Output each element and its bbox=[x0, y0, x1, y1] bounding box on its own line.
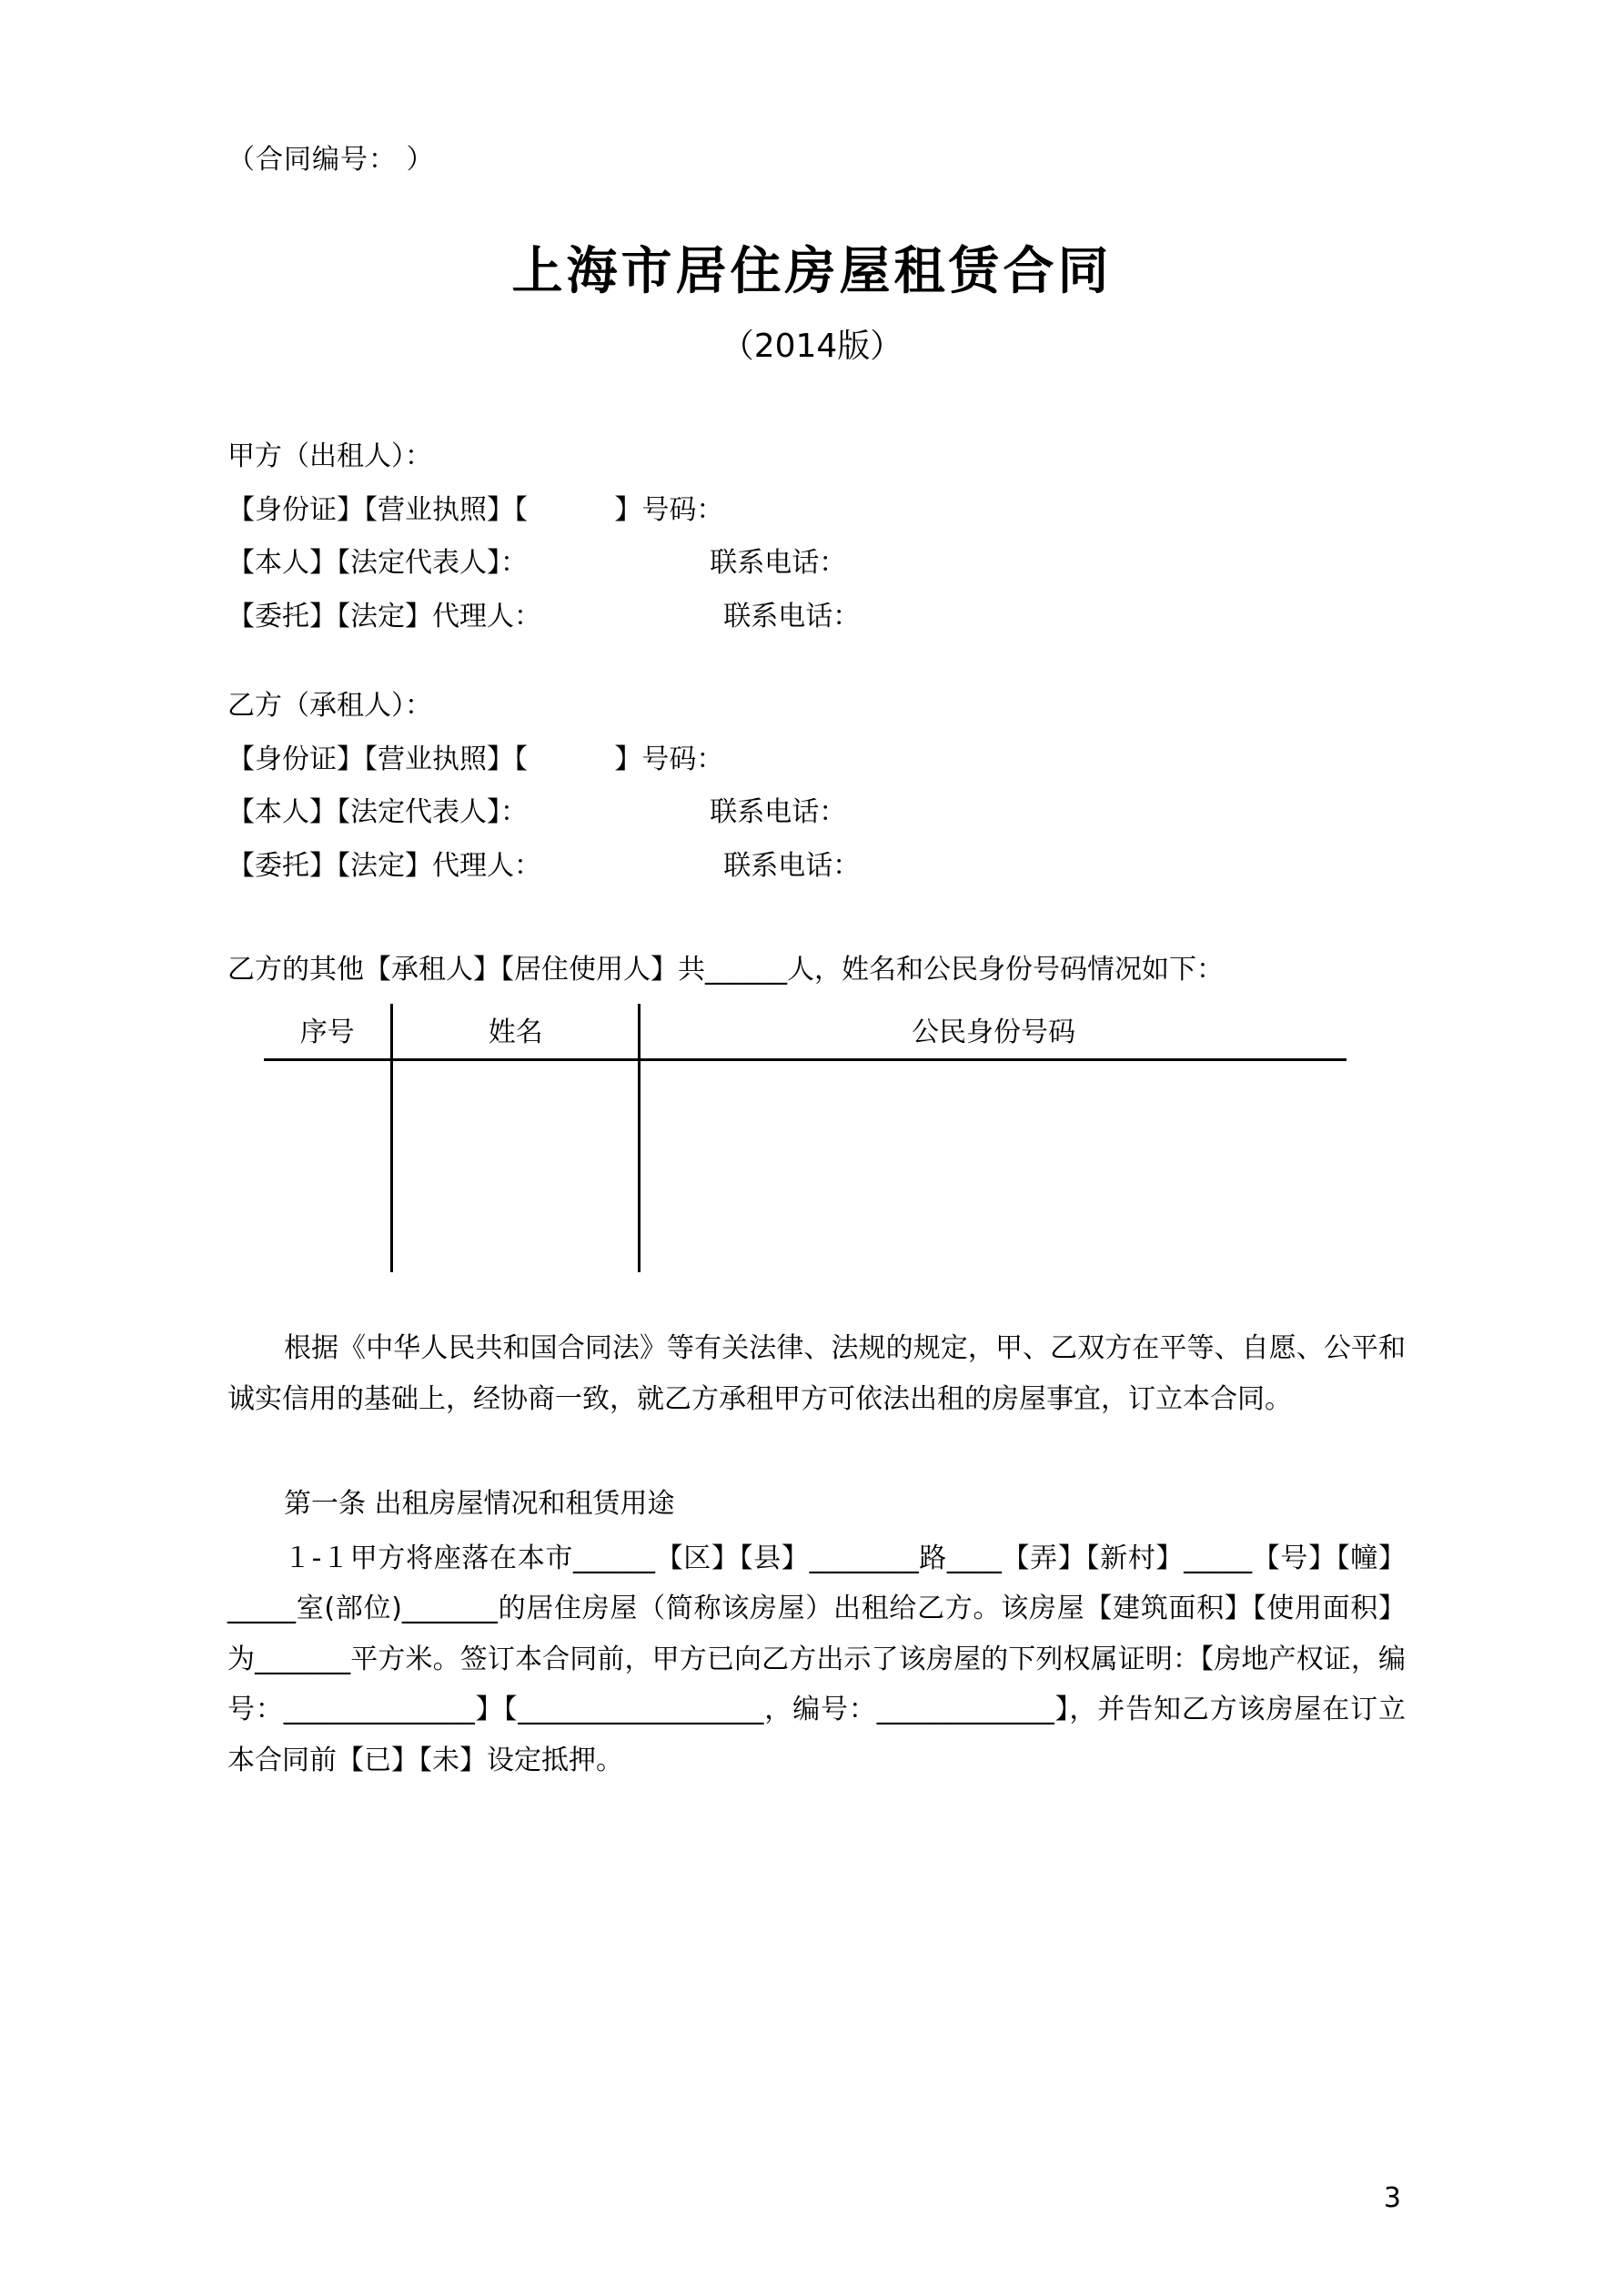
party-b-name-line: 乙方（承租人）： bbox=[227, 690, 919, 722]
party-b-id-line: 【身份证】【营业执照】【 】号码： bbox=[227, 743, 1002, 775]
page-number: 3 bbox=[1383, 2182, 1401, 2214]
party-a-agent-contact-line: 【委托】【法定】代理人： 联系电话： bbox=[227, 600, 1043, 632]
column-header-index: 序号 bbox=[264, 1004, 392, 1060]
table-row bbox=[264, 1060, 1347, 1273]
other-occupants-intro: 乙方的其他【承租人】【居住使用人】共______人，姓名和公民身份号码情况如下： bbox=[227, 954, 1224, 986]
party-a-name-line: 甲方（出租人）： bbox=[227, 440, 919, 472]
party-b-agent-contact-line: 【委托】【法定】代理人： 联系电话： bbox=[227, 849, 1043, 882]
preamble-paragraph: 根据《中华人民共和国合同法》等有关法律、法规的规定，甲、乙双方在平等、自愿、公平和诚实信用的基础上，经协商一致，就乙方承租甲方可依法出租的房屋事宜，订立本合同。 bbox=[227, 1332, 1406, 1415]
party-a-id-line: 【身份证】【营业执照】【 】号码： bbox=[227, 493, 1002, 526]
occupants-table bbox=[264, 1004, 1347, 1272]
party-a-self-contact-line: 【本人】【法定代表人】： 联系电话： bbox=[227, 547, 1029, 579]
table-header-row bbox=[264, 1004, 1347, 1060]
cell-index bbox=[264, 1060, 392, 1273]
column-header-id-number: 公民身份号码 bbox=[640, 1004, 1347, 1060]
page-title: 上海市居住房屋租赁合同 bbox=[511, 242, 1113, 301]
section-one-heading: 第一条 出租房屋情况和租赁用途 bbox=[284, 1488, 675, 1520]
party-b-self-contact-line: 【本人】【法定代表人】： 联系电话： bbox=[227, 796, 1029, 828]
cell-name bbox=[392, 1060, 640, 1273]
column-header-name: 姓名 bbox=[392, 1004, 640, 1060]
contract-number: （合同编号： ） bbox=[227, 144, 435, 176]
cell-id-number bbox=[640, 1060, 1347, 1273]
party-separator bbox=[218, 643, 1406, 680]
clause-1-1: １-１甲方将座落在本市______【区】【县】________路____【弄】【新村】_____【号】【幢】_____室(部位)_______的居住房屋（简称该房屋）出租给乙方。该房屋【建筑面积】【使用面积】为_______平方米。签订本合同前，甲方已向乙方出示了该房屋的下列权属证明：【房地产权证，编号：______________】【__________________，编号：_____________】，并告知乙方该房屋在订立本合同前【已】【未】设定抵押。 bbox=[227, 1542, 1406, 1776]
document-version-subtitle: （2014版） bbox=[721, 328, 903, 365]
